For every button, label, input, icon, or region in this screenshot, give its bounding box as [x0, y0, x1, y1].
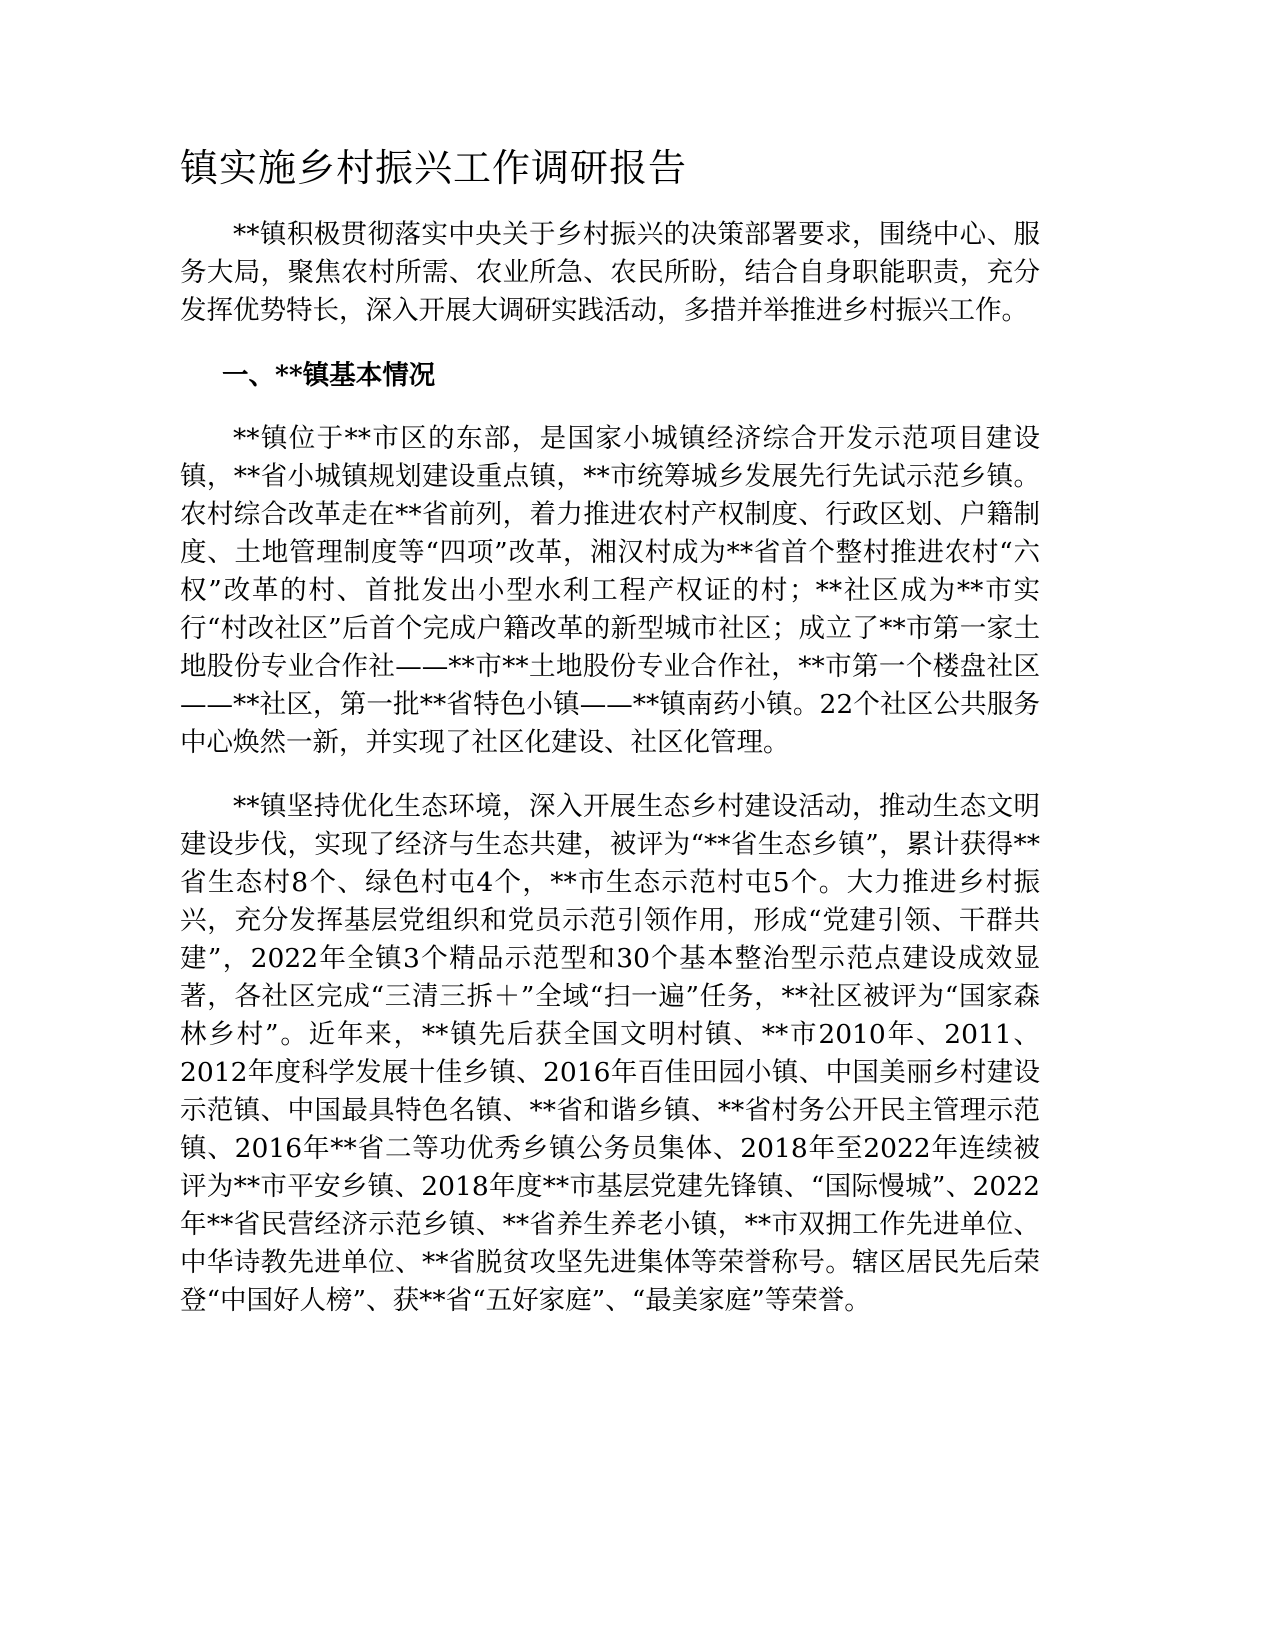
- intro-paragraph: **镇积极贯彻落实中央关于乡村振兴的决策部署要求，围绕中心、服务大局，聚焦农村所需、农业所急、农民所盼，结合自身职能职责，充分发挥优势特长，深入开展大调研实践活动，多措并举推进乡村振兴工作。: [180, 219, 1040, 326]
- section-heading-basic-info: 一、**镇基本情况: [222, 360, 436, 391]
- section1-paragraph-1: **镇位于**市区的东部，是国家小城镇经济综合开发示范项目建设镇，**省小城镇规划建设重点镇，**市统筹城乡发展先行先试示范乡镇。农村综合改革走在**省前列，着力推进农村产权制度、行政区划、户籍制度、土地管理制度等“四项”改革，湘汉村成为**省首个整村推进农村“六权”改革的村、首批发出小型水利工程产权证的村；**社区成为**市实行“村改社区”后首个完成户籍改革的新型城市社区；成立了**市第一家土地股份专业合作社——**市**土地股份专业合作社，**市第一个楼盘社区——**社区，第一批**省特色小镇——**镇南药小镇。22个社区公共服务中心焕然一新，并实现了社区化建设、社区化管理。: [180, 423, 1040, 758]
- document-title: 镇实施乡村振兴工作调研报告: [180, 146, 688, 190]
- section1-paragraph-2: **镇坚持优化生态环境，深入开展生态乡村建设活动，推动生态文明建设步伐，实现了经济与生态共建，被评为“**省生态乡镇”，累计获得**省生态村8个、绿色村屯4个，**市生态示范村屯5个。大力推进乡村振兴，充分发挥基层党组织和党员示范引领作用，形成“党建引领、干群共建”，2022年全镇3个精品示范型和30个基本整治型示范点建设成效显著，各社区完成“三清三拆＋”全域“扫一遍”任务，**社区被评为“国家森林乡村”。近年来，**镇先后获全国文明村镇、**市2010年、2011、2012年度科学发展十佳乡镇、2016年百佳田园小镇、中国美丽乡村建设示范镇、中国最具特色名镇、**省和谐乡镇、**省村务公开民主管理示范镇、2016年**省二等功优秀乡镇公务员集体、2018年至2022年连续被评为**市平安乡镇、2018年度**市基层党建先锋镇、“国际慢城”、2022年**省民营经济示范乡镇、**省养生养老小镇，**市双拥工作先进单位、中华诗教先进单位、**省脱贫攻坚先进集体等荣誉称号。辖区居民先后荣登“中国好人榜”、获**省“五好家庭”、“最美家庭”等荣誉。: [180, 791, 1040, 1316]
- document-body: [180, 140, 1040, 1346]
